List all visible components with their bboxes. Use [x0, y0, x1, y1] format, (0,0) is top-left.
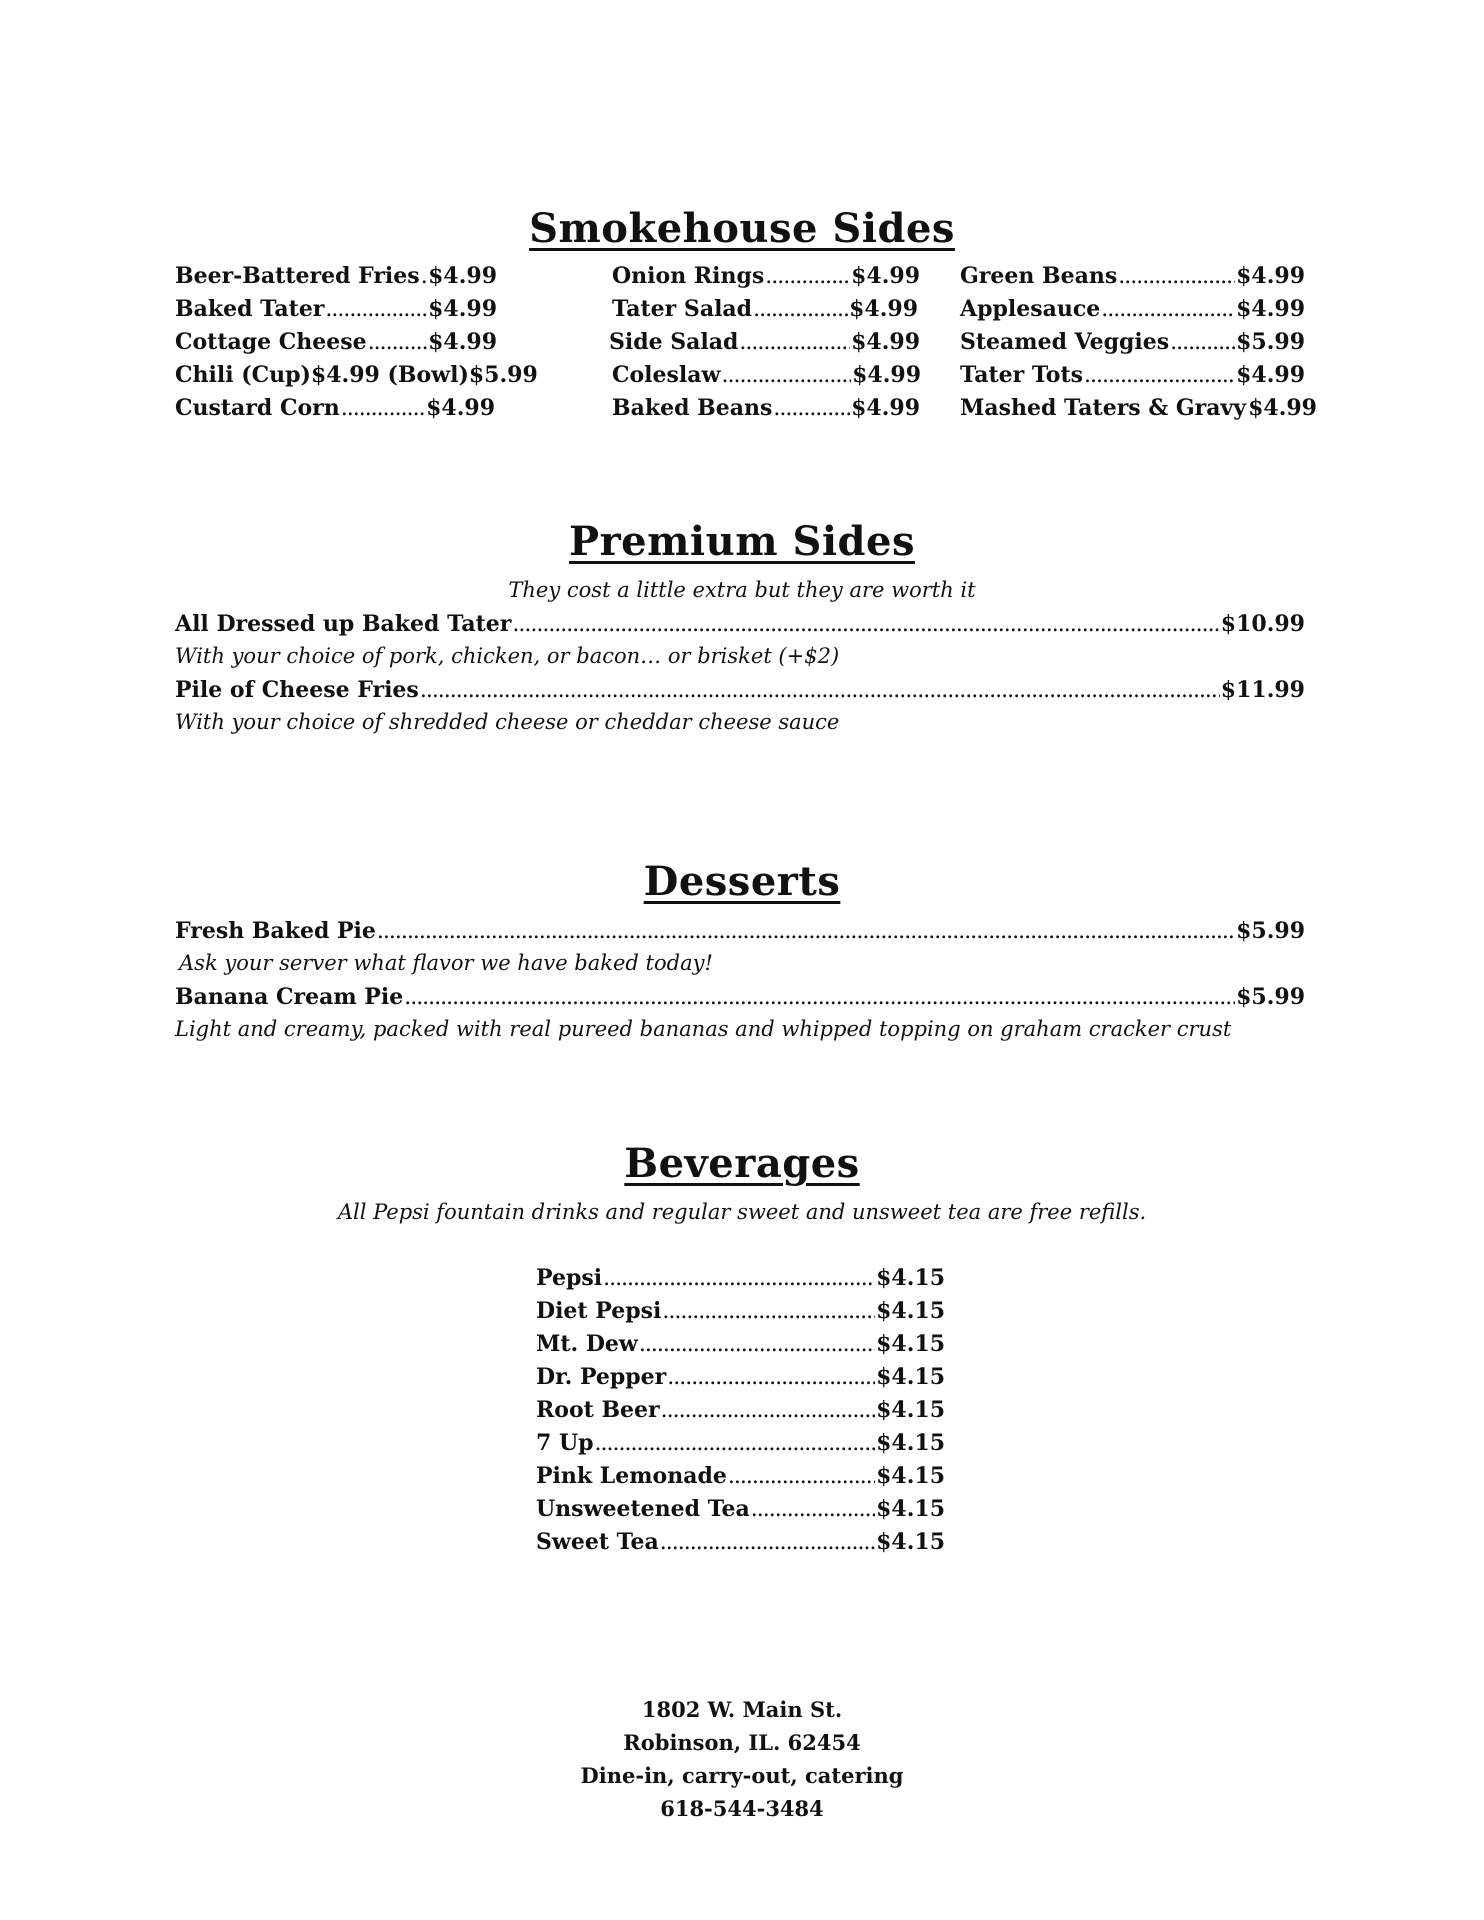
item-description: Ask your server what flavor we have baked today! — [179, 951, 713, 975]
dot-leader — [1170, 330, 1235, 355]
item-price: $11.99 — [1220, 677, 1305, 703]
menu-item — [609, 329, 920, 355]
item-name: Pile of Cheese Fries — [175, 677, 419, 703]
item-name: Mt. Dew — [536, 1331, 638, 1357]
item-price: $4.99 — [851, 329, 920, 355]
dot-leader — [368, 330, 427, 355]
item-price: $4.99 — [849, 296, 918, 322]
item-name: Baked Tater — [175, 296, 325, 322]
footer-address: 1802 W. Main St. — [641, 1697, 843, 1722]
item-price: $4.15 — [876, 1529, 945, 1555]
dot-leader — [1084, 363, 1235, 388]
item-name: Fresh Baked Pie — [175, 918, 376, 944]
menu-item — [960, 296, 1305, 322]
item-price: $4.99 — [1236, 263, 1305, 289]
dot-leader — [721, 363, 851, 388]
item-name: Custard Corn — [175, 395, 340, 421]
menu-item — [612, 296, 918, 322]
item-price: $4.15 — [876, 1496, 945, 1522]
dot-leader — [421, 264, 427, 289]
item-price: $4.99 — [428, 263, 497, 289]
menu-item — [536, 1265, 945, 1291]
item-price: $4.99 — [428, 329, 497, 355]
footer-phone: 618-544-3484 — [660, 1796, 824, 1821]
menu-item — [536, 1463, 945, 1489]
item-name: Cottage Cheese — [175, 329, 367, 355]
item-price: $4.99 — [851, 263, 920, 289]
menu-item — [536, 1331, 945, 1357]
item-name: Steamed Veggies — [960, 329, 1170, 355]
item-price: $4.99 — [1236, 362, 1305, 388]
dot-leader — [1101, 297, 1235, 322]
menu-item — [175, 984, 1305, 1010]
item-name: Side Salad — [609, 329, 739, 355]
footer-contact — [0, 1693, 1484, 1825]
item-price: $5.99 — [1236, 984, 1305, 1010]
dot-leader — [662, 1299, 875, 1324]
item-name: Mashed Taters & Gravy — [960, 395, 1247, 421]
menu-item — [536, 1496, 945, 1522]
menu-item — [175, 296, 497, 322]
item-price: $4.99 — [852, 362, 921, 388]
dot-leader — [773, 396, 850, 421]
item-price: $4.99 — [1236, 296, 1305, 322]
item-name: Banana Cream Pie — [175, 984, 404, 1010]
item-name: Beer-Battered Fries — [175, 263, 420, 289]
premium-title: Premium Sides — [569, 518, 915, 565]
item-name: Unsweetened Tea — [536, 1496, 750, 1522]
item-price: $4.15 — [876, 1265, 945, 1291]
menu-item-chili: Chili (Cup)$4.99 (Bowl)$5.99 — [175, 362, 538, 388]
menu-item — [536, 1298, 945, 1324]
item-name: Tater Tots — [960, 362, 1083, 388]
item-name: Pepsi — [536, 1265, 603, 1291]
item-price: $4.99 — [428, 296, 497, 322]
item-price: $4.15 — [876, 1331, 945, 1357]
dot-leader — [325, 297, 427, 322]
item-price: $4.15 — [876, 1397, 945, 1423]
menu-item — [536, 1430, 945, 1456]
menu-item — [175, 918, 1305, 944]
dot-leader — [739, 330, 850, 355]
desserts-title: Desserts — [643, 858, 841, 905]
menu-item — [536, 1364, 945, 1390]
item-price: $4.15 — [876, 1430, 945, 1456]
dot-leader — [420, 678, 1220, 703]
menu-item — [175, 263, 497, 289]
dot-leader — [404, 985, 1235, 1010]
item-price: $4.15 — [876, 1298, 945, 1324]
menu-item — [175, 329, 497, 355]
menu-item — [175, 677, 1305, 703]
item-name: Pink Lemonade — [536, 1463, 727, 1489]
item-name: Coleslaw — [612, 362, 721, 388]
menu-item — [960, 263, 1305, 289]
item-name: Tater Salad — [612, 296, 753, 322]
item-price: $4.15 — [876, 1364, 945, 1390]
menu-item — [612, 362, 921, 388]
menu-item — [175, 395, 495, 421]
dot-leader — [1118, 264, 1235, 289]
item-description: With your choice of pork, chicken, or bacon… or brisket (+$2) — [175, 644, 840, 668]
dot-leader — [765, 264, 850, 289]
item-name: Applesauce — [960, 296, 1101, 322]
menu-item — [960, 362, 1305, 388]
dot-leader — [341, 396, 425, 421]
item-name: Onion Rings — [612, 263, 765, 289]
item-price: $4.99 — [1248, 395, 1317, 421]
menu-item — [536, 1397, 945, 1423]
menu-item — [960, 329, 1305, 355]
item-description: With your choice of shredded cheese or cheddar cheese sauce — [175, 710, 840, 734]
item-name: Green Beans — [960, 263, 1118, 289]
item-price: $5.99 — [1236, 329, 1305, 355]
menu-item — [612, 263, 920, 289]
item-price: $4.99 — [851, 395, 920, 421]
premium-subtitle: They cost a little extra but they are worth it — [508, 578, 976, 602]
dot-leader — [728, 1464, 875, 1489]
item-description: Light and creamy, packed with real pureed bananas and whipped topping on graham cracker crust — [175, 1017, 1232, 1041]
menu-item — [536, 1529, 945, 1555]
dot-leader — [595, 1431, 876, 1456]
item-name: 7 Up — [536, 1430, 594, 1456]
dot-leader — [639, 1332, 875, 1357]
item-price: $4.99 — [426, 395, 495, 421]
item-name: Sweet Tea — [536, 1529, 659, 1555]
beverages-title: Beverages — [624, 1140, 860, 1187]
dot-leader — [660, 1530, 875, 1555]
dot-leader — [661, 1398, 875, 1423]
menu-item — [612, 395, 920, 421]
menu-item — [175, 611, 1305, 637]
dot-leader — [751, 1497, 875, 1522]
item-name: Baked Beans — [612, 395, 773, 421]
menu-item — [960, 395, 1317, 421]
footer-services: Dine-in, carry-out, catering — [580, 1763, 904, 1788]
item-price: $5.99 — [1236, 918, 1305, 944]
item-name: Dr. Pepper — [536, 1364, 667, 1390]
dot-leader — [603, 1266, 875, 1291]
item-name: All Dressed up Baked Tater — [175, 611, 512, 637]
footer-city: Robinson, IL. 62454 — [623, 1730, 861, 1755]
dot-leader — [753, 297, 848, 322]
dot-leader — [377, 919, 1235, 944]
item-name: Diet Pepsi — [536, 1298, 662, 1324]
item-price: $4.15 — [876, 1463, 945, 1489]
dot-leader — [667, 1365, 875, 1390]
item-name: Root Beer — [536, 1397, 660, 1423]
smokehouse-title: Smokehouse Sides — [529, 205, 955, 252]
beverages-subtitle: All Pepsi fountain drinks and regular sweet and unsweet tea are free refills. — [337, 1200, 1147, 1224]
item-price: $10.99 — [1220, 611, 1305, 637]
dot-leader — [512, 612, 1219, 637]
